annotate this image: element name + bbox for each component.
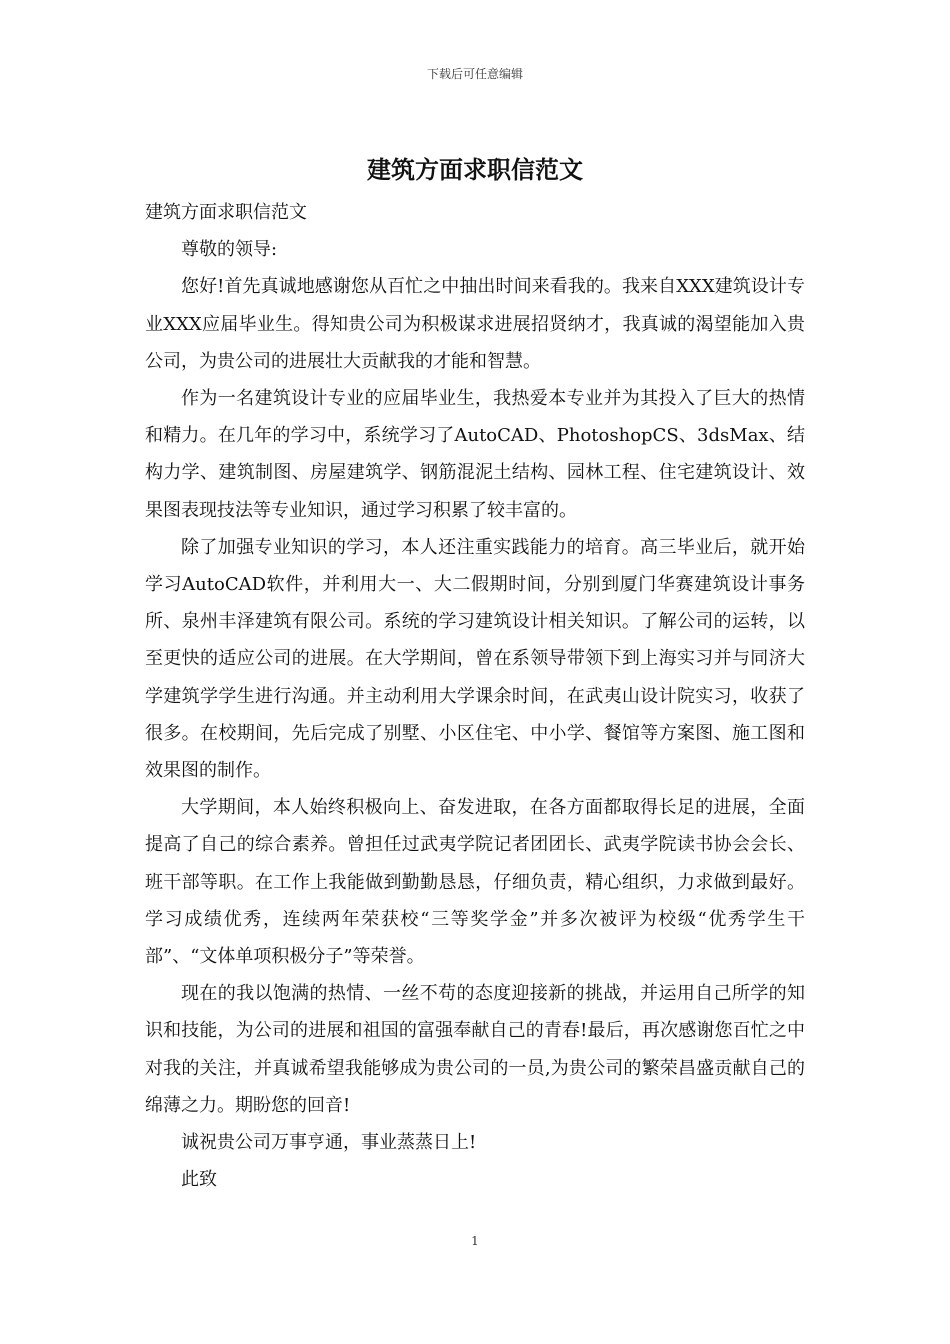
document-body [145,194,805,1198]
paragraph-study: 作为一名建筑设计专业的应届毕业生，我热爱本专业并为其投入了巨大的热情和精力。在几年的学习中，系统学习了AutoCAD、PhotoshopCS、3dsMax、结构力学、建筑制图、房屋建筑学、钢筋混泥土结构、园林工程、住宅建筑设计、效果图表现技法等专业知识，通过学习积累了较丰富的。 [145,388,805,521]
paragraph-wishes: 诚祝贵公司万事亨通，事业蒸蒸日上! [181,1132,477,1154]
paragraph-practice: 除了加强专业知识的学习，本人还注重实践能力的培育。高三毕业后，就开始学习AutoCAD软件，并利用大一、大二假期时间，分别到厦门华赛建筑设计事务所、泉州丰泽建筑有限公司。系统的学习建筑设计相关知识。了解公司的运转，以至更快的适应公司的进展。在大学期间，曾在系领导带领下到上海实习并与同济大学建筑学学生进行沟通。并主动利用大学课余时间，在武夷山设计院实习，收获了很多。在校期间，先后完成了别墅、小区住宅、中小学、餐馆等方案图、施工图和效果图的制作。 [145,536,805,782]
subtitle-line: 建筑方面求职信范文 [145,202,307,223]
paragraph-university: 大学期间，本人始终积极向上、奋发进取，在各方面都取得长足的进展，全面提高了自己的综合素养。曾担任过武夷学院记者团团长、武夷学院读书协会会长、班干部等职。在工作上我能做到勤勤恳恳，仔细负责，精心组织，力求做到最好。学习成绩优秀，连续两年荣获校“三等奖学金”并多次被评为校级“优秀学生干部”、“文体单项积极分子”等荣誉。 [145,797,805,968]
paragraph-closing: 现在的我以饱满的热情、一丝不苟的态度迎接新的挑战，并运用自己所学的知识和技能，为公司的进展和祖国的富强奉献自己的青春!最后，再次感谢您百忙之中对我的关注，并真诚希望我能够成为贵公司的一员,为贵公司的繁荣昌盛贡献自己的绵薄之力。期盼您的回音! [145,983,805,1116]
page-number: 1 [471,1234,479,1248]
paragraph-intro: 您好!首先真诚地感谢您从百忙之中抽出时间来看我的。我来自XXX建筑设计专业XXX应届毕业生。得知贵公司为积极谋求进展招贤纳才，我真诚的渴望能加入贵公司，为贵公司的进展壮大贡献我的才能和智慧。 [145,276,805,372]
salutation: 尊敬的领导: [181,239,278,261]
page-header-note: 下载后可任意编辑 [426,67,523,81]
document-title: 建筑方面求职信范文 [367,155,583,184]
paragraph-regards: 此致 [181,1169,217,1191]
